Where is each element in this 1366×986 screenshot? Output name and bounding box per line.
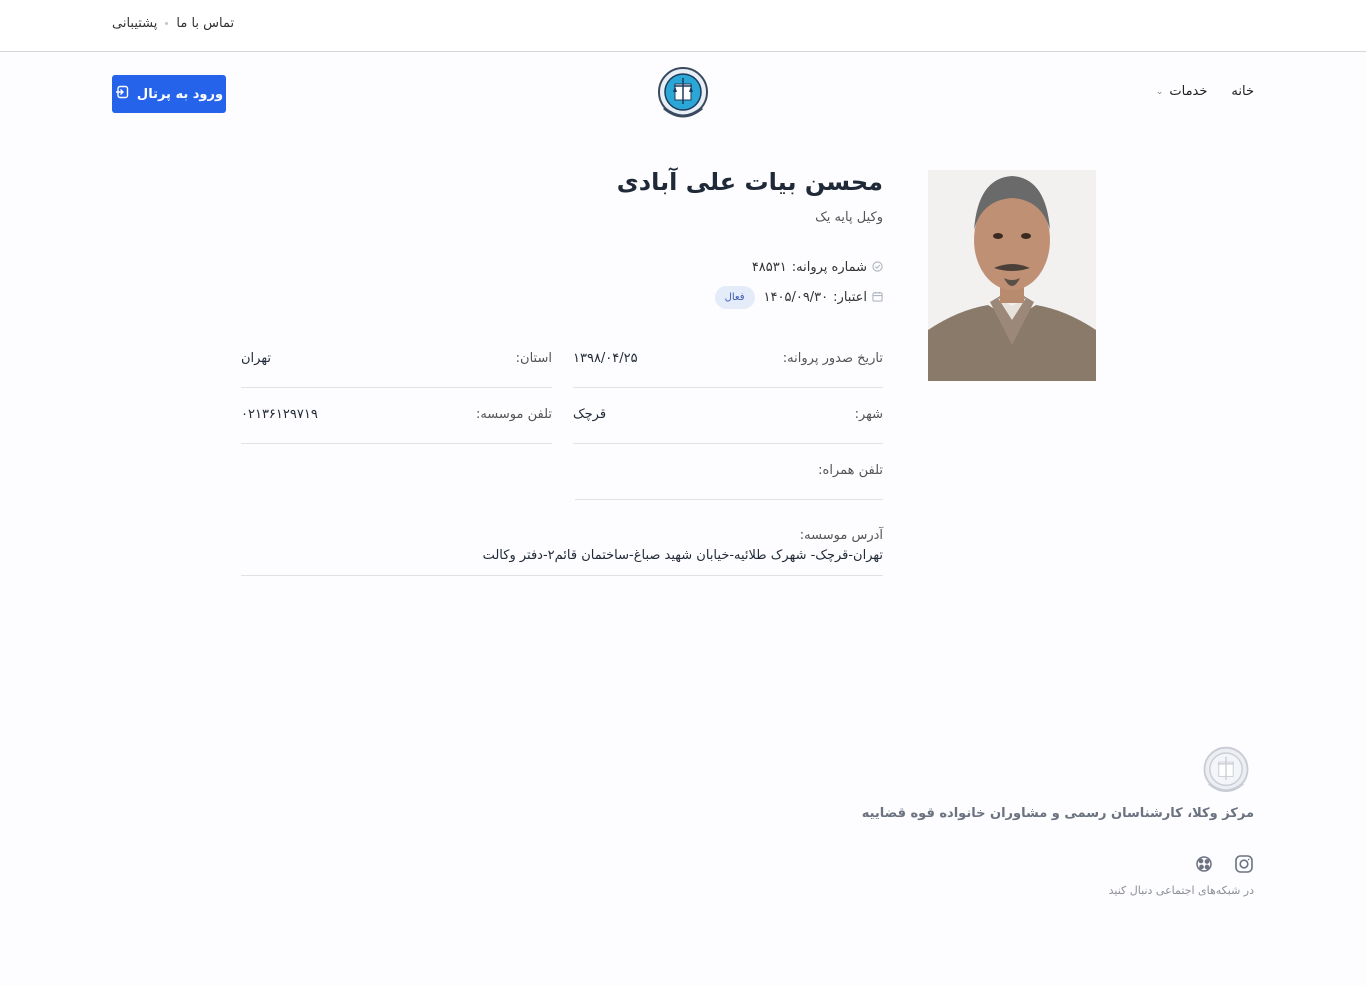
office-phone-value: ۰۲۱۳۶۱۲۹۷۱۹ bbox=[241, 407, 318, 422]
issue-date-value: ۱۳۹۸/۰۴/۲۵ bbox=[573, 351, 638, 366]
nav-menu bbox=[1156, 84, 1254, 99]
top-bar bbox=[0, 0, 1366, 52]
city-label: شهر: bbox=[854, 407, 883, 422]
city-value: قرچک bbox=[573, 407, 607, 422]
portal-login-label: ورود به پرتال bbox=[136, 86, 224, 102]
link-separator bbox=[165, 22, 168, 25]
mobile-label: تلفن همراه: bbox=[818, 463, 883, 478]
validity-label: اعتبار: bbox=[833, 290, 867, 305]
instagram-icon[interactable] bbox=[1234, 854, 1254, 874]
login-icon bbox=[115, 85, 129, 103]
portal-login-button[interactable] bbox=[112, 75, 226, 113]
nav-item-home[interactable] bbox=[1231, 84, 1254, 99]
footer-logo bbox=[1200, 744, 1252, 798]
city-field bbox=[573, 388, 883, 444]
issue-date-label: تاریخ صدور پروانه: bbox=[782, 351, 883, 366]
address-value: تهران-قرچک- شهرک طلائیه-خیابان شهید صباغ-ساختمان قائم۲-دفتر وکالت bbox=[482, 548, 883, 563]
contact-link[interactable]: تماس با ما bbox=[176, 16, 235, 31]
mobile-field bbox=[575, 444, 883, 500]
status-badge: فعال bbox=[715, 286, 755, 309]
judiciary-logo[interactable] bbox=[654, 64, 712, 124]
main-nav bbox=[0, 52, 1366, 136]
social-links bbox=[1194, 854, 1254, 874]
footer-title: مرکز وکلا، کارشناسان رسمی و مشاوران خانواده قوه قضاییه bbox=[861, 806, 1254, 821]
nav-item-services[interactable] bbox=[1156, 84, 1208, 99]
support-link[interactable]: پشتیبانی bbox=[112, 16, 158, 31]
office-phone-label: تلفن موسسه: bbox=[475, 407, 552, 422]
check-circle-icon bbox=[872, 261, 883, 275]
lawyer-rank: وکیل پایه یک bbox=[815, 210, 883, 225]
validity-row bbox=[715, 286, 883, 309]
address-label: آدرس موسسه: bbox=[799, 528, 883, 543]
office-phone-field bbox=[241, 388, 552, 444]
nav-services-label: خدمات bbox=[1169, 84, 1208, 99]
chevron-down-icon: ⌄ bbox=[1155, 86, 1164, 97]
aparat-icon[interactable] bbox=[1194, 854, 1214, 874]
lawyer-photo bbox=[928, 170, 1096, 381]
address-field bbox=[241, 520, 883, 576]
calendar-icon bbox=[872, 291, 883, 305]
top-links bbox=[112, 16, 234, 31]
license-row bbox=[752, 260, 883, 275]
validity-date: ۱۴۰۵/۰۹/۳۰ bbox=[763, 290, 829, 305]
province-value: تهران bbox=[241, 351, 271, 366]
social-caption: در شبکه‌های اجتماعی دنبال کنید bbox=[1108, 884, 1254, 897]
license-label: شماره پروانه: bbox=[791, 260, 867, 275]
province-label: استان: bbox=[515, 351, 552, 366]
province-field bbox=[241, 332, 552, 388]
nav-home-label: خانه bbox=[1231, 84, 1254, 99]
license-number: ۴۸۵۳۱ bbox=[751, 260, 787, 275]
lawyer-name: محسن بیات علی آبادی bbox=[616, 168, 883, 196]
issue-date-field bbox=[573, 332, 883, 388]
